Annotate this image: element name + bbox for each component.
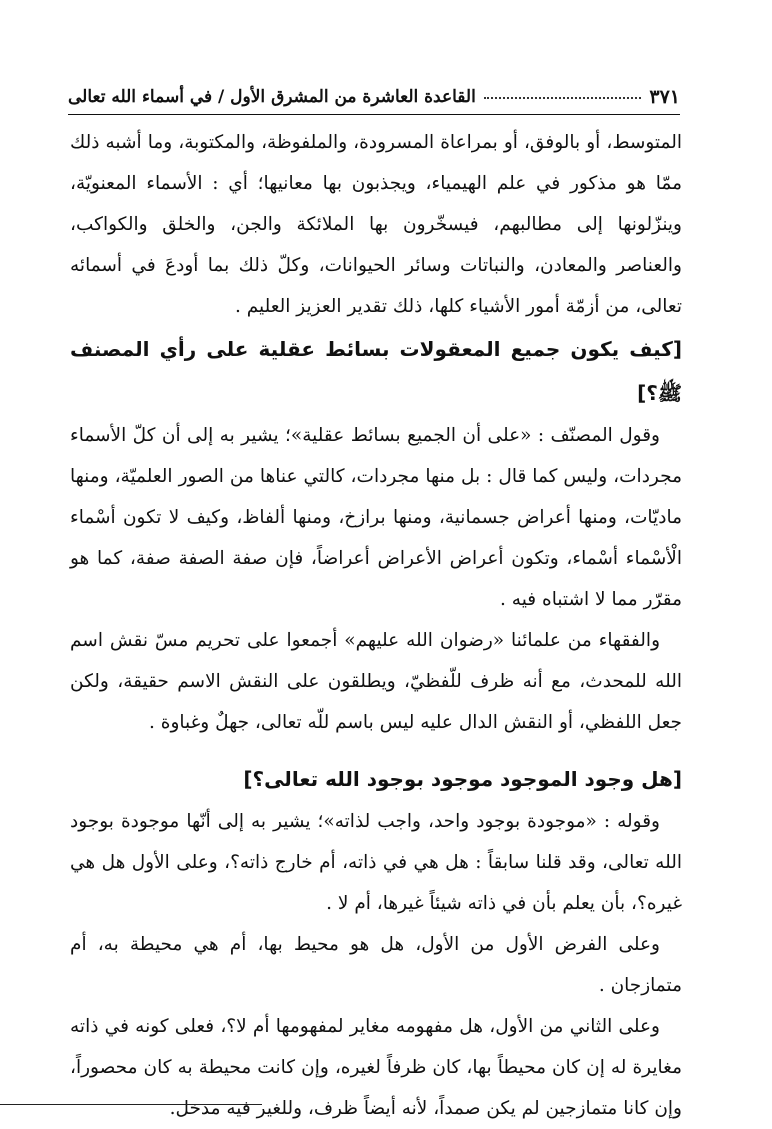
running-header <box>68 80 680 115</box>
leader-dots <box>484 96 642 99</box>
paragraph: المتوسط، أو بالوفق، أو بمراعاة المسرودة، والملفوظة، والمكتوبة، وما أشبه ذلك ممّا هو مذكور في علم الهيمياء، ويجذبون بها معانيها؛ أي : الأسماء المعنويّة، وينزّلونها إلى مطالبهم، فيسخّرون بها الملائكة والجن، والخلق والكواكب، والعناصر والمعادن، والنباتات وسائر الحيوانات، وكلّ ذلك بما أودعَ في أسمائه تعالى، من أزمّة أمور الأشياء كلها، ذلك تقدير العزيز العليم . <box>70 132 682 317</box>
page-number: ٣٧١ <box>649 86 680 108</box>
section-heading: [كيف يكون جميع المعقولات بسائط عقلية على رأي المصنف ﷺ؟] <box>70 337 682 405</box>
running-title: القاعدة العاشرة من المشرق الأول / في أسماء الله تعالى <box>68 87 476 107</box>
section-heading: [هل وجود الموجود موجود بوجود الله تعالى؟] <box>243 767 682 791</box>
paragraph: والفقهاء من علمائنا «رضوان الله عليهم» أجمعوا على تحريم مسّ نقش اسم الله للمحدث، مع أنه ظرف للّفظيّ، ويطلقون على النقش الاسم حقيقة، ولكن جعل اللفظي، أو النقش الدال عليه ليس باسم للّه تعالى، جهلٌ وغباوة . <box>70 630 682 733</box>
paragraph: وقوله : «موجودة بوجود واحد، واجب لذاته»؛ يشير به إلى أنّها موجودة بوجود الله تعالى، وقد قلنا سابقاً : هل هي في ذاته، أم خارج ذاته؟، وعلى الأول هل هي غيره؟، بأن يعلم بأن في ذاته شيئاً غيرها، أم لا . <box>70 811 682 914</box>
page-body <box>70 122 682 1129</box>
paragraph: وعلى الثاني من الأول، هل مفهومه مغاير لمفهومها أم لا؟، فعلى كونه في ذاته مغايرة له إن كان محيطاً بها، كان ظرفاً لغيره، وإن كانت محيطة به كان محصوراً، وإن كانا متمازجين لم يكن صمداً، لأنه أيضاً ظرف، وللغير فيه مدخل. <box>70 1016 682 1119</box>
footnote-separator <box>0 1104 262 1105</box>
paragraph: وقول المصنّف : «على أن الجميع بسائط عقلية»؛ يشير به إلى أن كلّ الأسماء مجردات، وليس كما قال : بل منها مجردات، كالتي عناها من الصور العلميّة، ومنها ماديّات، ومنها أعراض جسمانية، ومنها برازخ، ومنها ألفاظ، وكيف لا تكون أسْماء الْأسْماء أسْماء، وتكون أعراض الأعراض أعراضاً، فإن صفة الصفة صفة، كما هو مقرّر مما لا اشتباه فيه . <box>70 425 682 610</box>
spacer <box>70 743 682 757</box>
paragraph: وعلى الفرض الأول من الأول، هل هو محيط بها، أم هي محيطة به، أم متمازجان . <box>70 934 682 996</box>
